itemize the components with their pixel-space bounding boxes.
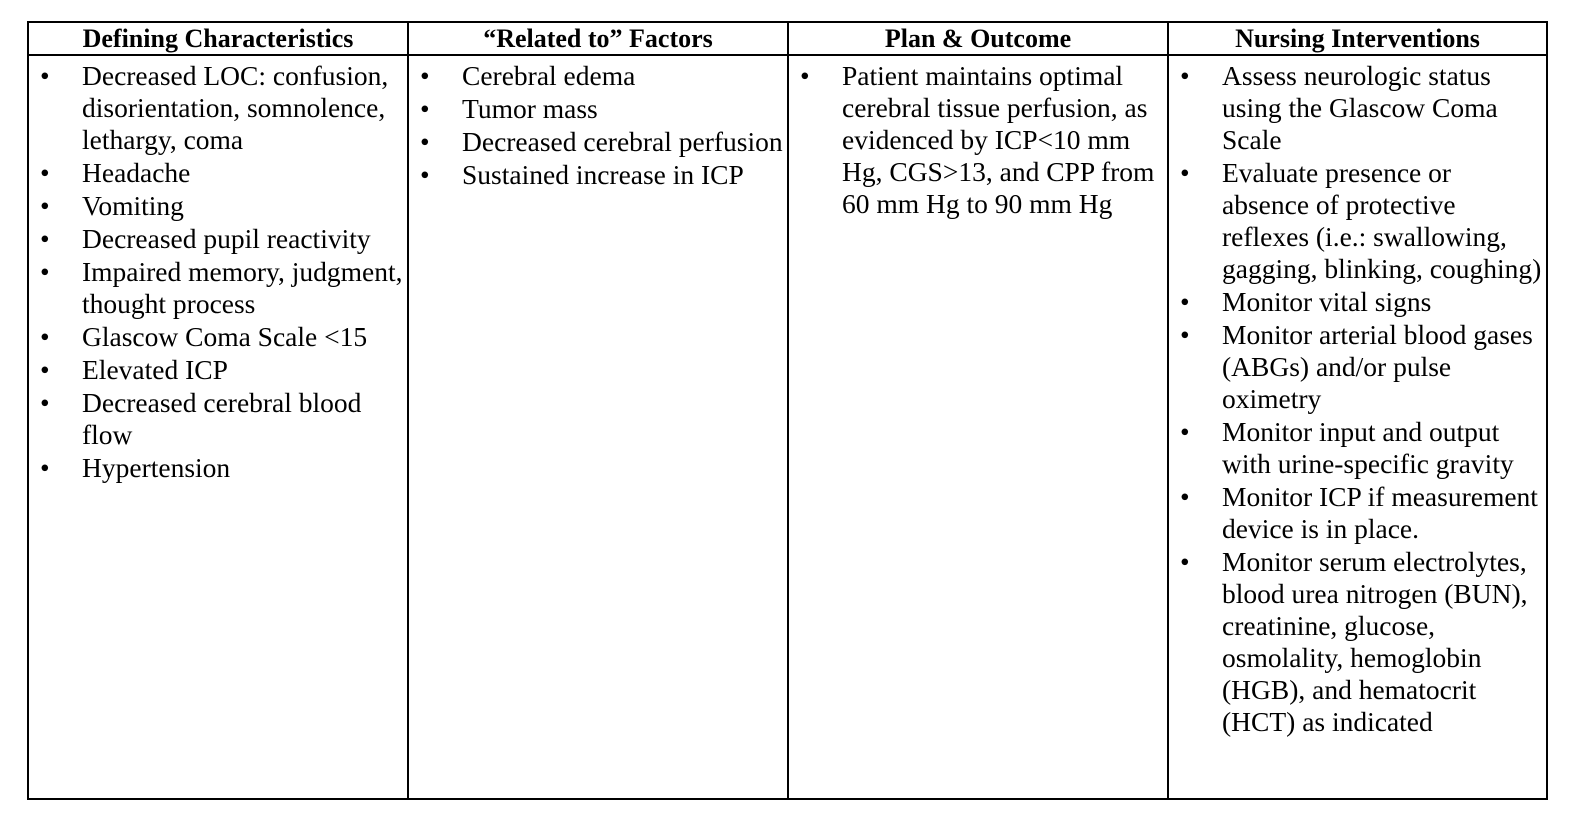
list-item: • Monitor arterial blood gases (ABGs) and/or pulse oximetry	[1169, 319, 1542, 415]
list-item: • Monitor serum electrolytes, blood urea nitrogen (BUN), creatinine, glucose, osmolality, hemoglobin (HGB), and hematocrit (HCT) as indicated	[1169, 546, 1542, 738]
header-plan-outcome: Plan & Outcome	[788, 22, 1168, 55]
list-item: • Impaired memory, judgment, thought process	[29, 256, 403, 320]
list-item: • Monitor input and output with urine-specific gravity	[1169, 416, 1542, 480]
list-item: • Decreased cerebral blood flow	[29, 387, 403, 451]
list-item: • Decreased LOC: confusion, disorientation, somnolence, lethargy, coma	[29, 60, 403, 156]
list-item: • Assess neurologic status using the Glascow Coma Scale	[1169, 60, 1542, 156]
list-item: • Decreased cerebral perfusion	[409, 126, 783, 158]
header-related-to-factors: “Related to” Factors	[408, 22, 788, 55]
list-item: • Tumor mass	[409, 93, 783, 125]
plan-outcome-list	[789, 60, 1163, 220]
header-row	[28, 22, 1547, 55]
list-item: • Headache	[29, 157, 403, 189]
list-item: • Evaluate presence or absence of protective reflexes (i.e.: swallowing, gagging, blinking, coughing)	[1169, 157, 1542, 285]
header-defining-characteristics: Defining Characteristics	[28, 22, 408, 55]
list-item: • Cerebral edema	[409, 60, 783, 92]
cell-nursing-interventions	[1168, 55, 1547, 799]
care-plan-table	[27, 21, 1548, 800]
defining-characteristics-list	[29, 60, 403, 484]
content-row	[28, 55, 1547, 799]
list-item: • Monitor ICP if measurement device is in place.	[1169, 481, 1542, 545]
cell-plan-outcome	[788, 55, 1168, 799]
header-nursing-interventions: Nursing Interventions	[1168, 22, 1547, 55]
list-item: • Hypertension	[29, 452, 403, 484]
list-item: • Glascow Coma Scale <15	[29, 321, 403, 353]
nursing-interventions-list	[1169, 60, 1542, 738]
list-item: • Vomiting	[29, 190, 403, 222]
related-to-factors-list	[409, 60, 783, 191]
list-item: • Sustained increase in ICP	[409, 159, 783, 191]
list-item: • Elevated ICP	[29, 354, 403, 386]
list-item: • Patient maintains optimal cerebral tissue perfusion, as evidenced by ICP<10 mm Hg, CGS>13, and CPP from 60 mm Hg to 90 mm Hg	[789, 60, 1163, 220]
cell-defining-characteristics	[28, 55, 408, 799]
cell-related-to-factors	[408, 55, 788, 799]
list-item: • Monitor vital signs	[1169, 286, 1542, 318]
list-item: • Decreased pupil reactivity	[29, 223, 403, 255]
